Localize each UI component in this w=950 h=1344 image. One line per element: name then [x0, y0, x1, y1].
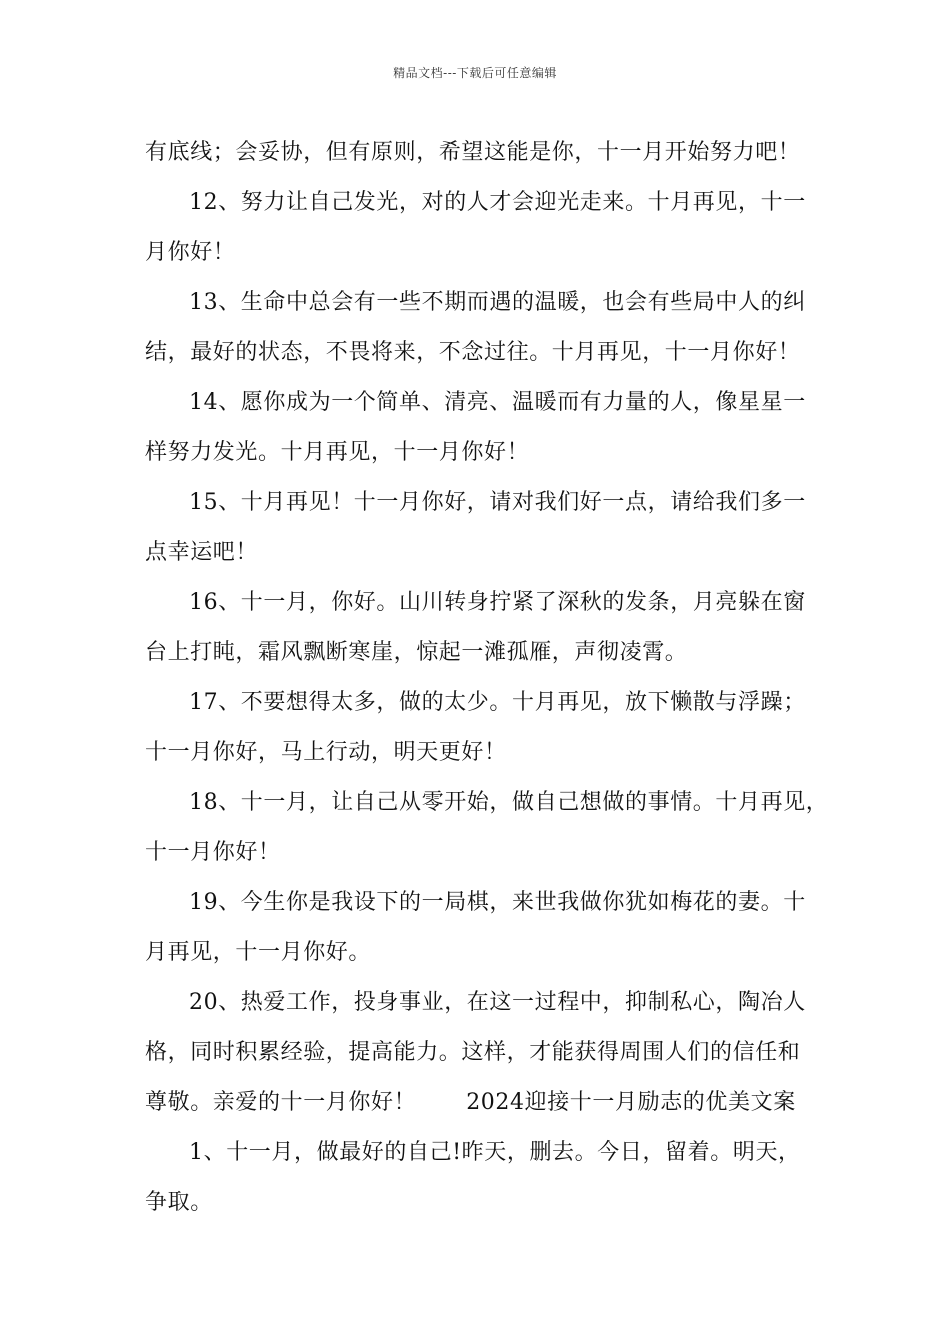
text-line: 有底线；会妥协，但有原则，希望这能是你，十一月开始努力吧！	[145, 140, 801, 165]
paragraph-12-line-1: 12、努力让自己发光，对的人才会迎光走来。十月再见，十一	[189, 190, 806, 215]
paragraph-20-line-3	[145, 1078, 815, 1128]
page-header: 精品文档---下载后可任意编辑	[393, 66, 557, 80]
paragraph-18-line-2: 十一月你好！	[145, 840, 281, 865]
paragraph-16-line-1: 16、十一月，你好。山川转身拧紧了深秋的发条，月亮躲在窗	[189, 590, 806, 615]
paragraph-19-line-2: 月再见，十一月你好。	[145, 940, 372, 965]
paragraph-20-closing: 尊敬。亲爱的十一月你好！	[145, 1090, 417, 1115]
paragraph-14-line-2: 样努力发光。十月再见，十一月你好！	[145, 440, 530, 465]
paragraph-20-line-2: 格，同时积累经验，提高能力。这样，才能获得周围人们的信任和	[145, 1040, 801, 1065]
paragraph-1-line-2: 争取。	[145, 1190, 213, 1215]
paragraph-15-line-1: 15、十月再见！十一月你好，请对我们好一点，请给我们多一	[189, 490, 806, 515]
paragraph-18-line-1: 18、十一月，让自己从零开始，做自己想做的事情。十月再见，	[189, 790, 829, 815]
paragraph-13-line-2: 结，最好的状态，不畏将来，不念过往。十月再见，十一月你好！	[145, 340, 801, 365]
document-body	[145, 128, 829, 1228]
paragraph-20-line-1: 20、热爱工作，投身事业，在这一过程中，抑制私心，陶冶人	[189, 990, 806, 1015]
paragraph-12-line-2: 月你好！	[145, 240, 236, 265]
paragraph-1-line-1: 1、十一月，做最好的自己!昨天，删去。今日，留着。明天，	[189, 1140, 801, 1165]
paragraph-15-line-2: 点幸运吧！	[145, 540, 259, 565]
paragraph-13-line-1: 13、生命中总会有一些不期而遇的温暖，也会有些局中人的纠	[189, 290, 806, 315]
paragraph-14-line-1: 14、愿你成为一个简单、清亮、温暖而有力量的人，像星星一	[189, 390, 806, 415]
paragraph-17-line-1: 17、不要想得太多，做的太少。十月再见，放下懒散与浮躁；	[189, 690, 806, 715]
section-heading: 2024迎接十一月励志的优美文案	[466, 1090, 796, 1115]
paragraph-17-line-2: 十一月你好，马上行动，明天更好！	[145, 740, 507, 765]
paragraph-19-line-1: 19、今生你是我设下的一局棋，来世我做你犹如梅花的妻。十	[189, 890, 806, 915]
paragraph-16-line-2: 台上打盹，霜风飘断寒崖，惊起一滩孤雁，声彻凌霄。	[145, 640, 688, 665]
